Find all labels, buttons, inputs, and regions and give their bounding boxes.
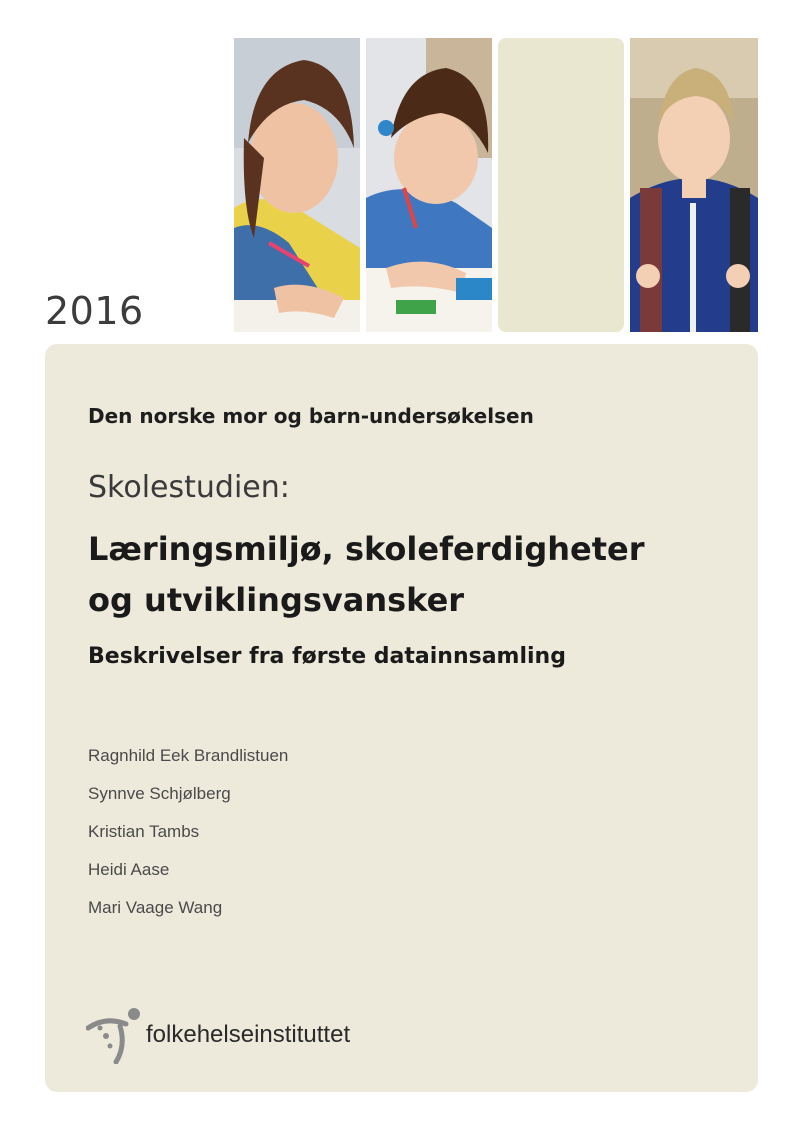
author-name: Synnve Schjølberg (88, 784, 231, 803)
boy-with-backpack-photo (630, 38, 758, 332)
series-name: Den norske mor og barn-undersøkelsen (88, 404, 534, 428)
author-list (88, 744, 288, 934)
author-name: Mari Vaage Wang (88, 898, 223, 917)
author-name: Heidi Aase (88, 860, 170, 879)
title-line-2: og utviklingsvansker (88, 581, 465, 619)
publication-year: 2016 (45, 289, 144, 333)
girl-writing-photo (234, 38, 360, 332)
title-line-1: Læringsmiljø, skoleferdigheter (88, 530, 645, 568)
report-title (88, 524, 728, 626)
report-subtitle: Beskrivelser fra første datainnsamling (88, 644, 566, 669)
publisher-name: folkehelseinstituttet (146, 1021, 351, 1048)
publisher-logo (86, 1006, 350, 1064)
blank-panel (498, 38, 624, 332)
girl-drawing-photo (366, 38, 492, 332)
pre-title: Skolestudien: (88, 470, 290, 505)
cover-info-card (45, 344, 758, 1092)
author-name: Ragnhild Eek Brandlistuen (88, 746, 289, 765)
author-name: Kristian Tambs (88, 822, 200, 841)
fhi-logo-icon (86, 1006, 142, 1064)
